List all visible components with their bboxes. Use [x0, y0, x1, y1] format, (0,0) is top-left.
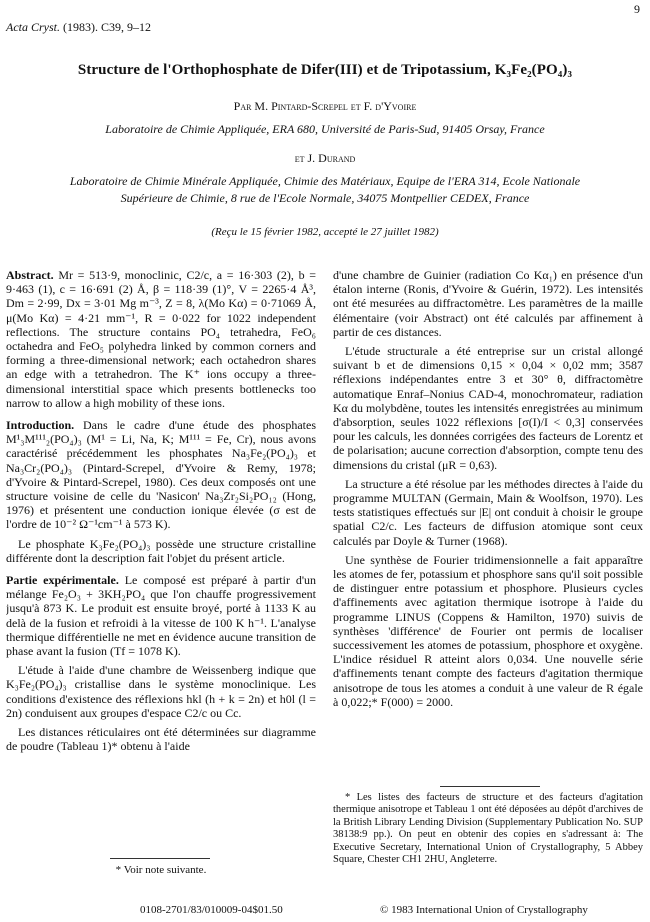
affiliation-2-line-1: Laboratoire de Chimie Minérale Appliquée, Chimie des Matériaux, Equipe de l'ERA 314, Ecole Nationale — [69, 174, 581, 188]
journal-volume: (1983). C39, 9–12 — [63, 20, 151, 34]
footer-copyright: © 1983 International Union of Crystallography — [380, 904, 588, 916]
introduction-text: Dans le cadre d'une étude des phosphates M¹₃M¹¹¹₂(PO₄)₃ (M¹ = Li, Na, K; M¹¹¹ = Fe, Cr), nous avons caractérisé précédemment les phosphates Na₃Fe₂(PO₄)₃ et Na₃Cr₂(PO₄)₃ (Pintard-Screpel, d'Yvoire & Remy, 1978; d'Yvoire & Pintard-Screpel, 1980). Ces deux composés ont une structure voisine de celle du 'Nasicon' Na₃Zr₂Si₂PO₁₂ (Hong, 1976) et présentent une conduction ionique élevée (σ est de l'ordre de 10⁻² Ω⁻¹cm⁻¹ à 573 K). — [6, 418, 316, 532]
right-paragraph-2: L'étude structurale a été entreprise sur un cristal allongé suivant b et de dimensions 0,15 × 0,04 × 0,02 mm; 3587 réflexions indépendantes entre 3 et 30° θ, diffractomètre automatique Enraf–Nonius CAD-4, monochromateur, radiation Kα du molybdène, toutes les intensités enregistrées au minimum d'absorption, seules 1022 réflexions [σ(I)/I < 0,3] conservées pour les calculs, les données corrigées des facteurs de Lorentz et de polarisation; aucune correction d'absorption, compte tenu des dimensions du cristal (μR = 0,63). — [333, 344, 643, 472]
right-footnote-rule — [440, 786, 540, 787]
introduction-paragraph — [6, 418, 316, 532]
page-number: 9 — [634, 2, 640, 16]
author-2-line: et J. Durand — [294, 151, 356, 165]
journal-name: Acta Cryst. — [6, 20, 60, 34]
experimental-paragraph — [6, 573, 316, 658]
introduction-heading: Introduction. — [6, 418, 75, 433]
abstract-heading: Abstract. — [6, 268, 54, 282]
received-dates: (Reçu le 15 février 1982, accepté le 27 juillet 1982) — [211, 226, 439, 238]
experimental-paragraph-3: Les distances réticulaires ont été déterminées sur diagramme de poudre (Tableau 1)* obtenu à l'aide — [6, 725, 316, 754]
right-column — [333, 268, 643, 764]
experimental-text: Le composé est préparé à partir d'un mélange Fe₂O₃ + 3KH₂PO₄ que l'on chauffe progressivement jusqu'à 873 K. Le produit est ensuite broyé, porté à 1133 K au delà de la fusion et refroidi à la vitesse de 100 K h⁻¹. L'analyse thermique différentielle ne met en évidence aucune transition de phase avant la fusion (Tf = 1078 K). — [6, 573, 316, 659]
right-footnote: * Les listes des facteurs de structure et des facteurs d'agitation thermique anisotrope et Tableau 1 ont été déposées au dépôt d'archives de la British Library Lending Division (Supplementary Publication No. SUP 38138:9 pp.). On peut en obtenir des copies en s'adressant à: The Executive Secretary, International Union of Crystallography, 5 Abbey Square, Chester CH1 2HU, Angleterre. — [333, 792, 643, 866]
authors-line: Par M. Pintard-Screpel et F. d'Yvoire — [233, 99, 417, 113]
affiliation-1: Laboratoire de Chimie Appliquée, ERA 680, Université de Paris-Sud, 91405 Orsay, France — [105, 122, 545, 136]
abstract-text: Mr = 513·9, monoclinic, C2/c, a = 16·303 (2), b = 9·463 (1), c = 16·691 (2) Å, β = 118·39 (1)°, V = 2265·4 Å³, Dm = 2·99, Dx = 3·01 Mg m⁻³, Z = 8, λ(Mo Kα) = 0·71069 Å, μ(Mo Kα) = 4·21 mm⁻¹, R = 0·022 for 1022 independent reflections. The structure contains PO₄ tetrahedra, FeO₆ octahedra and FeO₅ polyhedra linked by common corners and forming a three-dimensional network; each octahedron shares an edge with a tetrahedron. The K⁺ ions occupy a three-dimensional interstitial space which presents bottlenecks too narrow to allow a high mobility of these ions. — [6, 268, 316, 410]
journal-reference — [6, 20, 151, 35]
left-footnote: * Voir note suivante. — [115, 864, 207, 876]
experimental-heading: Partie expérimentale. — [6, 573, 119, 588]
abstract-paragraph — [6, 268, 316, 410]
article-title: Structure de l'Orthophosphate de Difer(III) et de Tripotassium, K₃Fe₂(PO₄)₃ — [77, 62, 573, 78]
affiliation-2 — [0, 173, 650, 207]
left-footnote-rule — [110, 858, 210, 859]
introduction-paragraph-2: Le phosphate K₃Fe₂(PO₄)₃ possède une structure cristalline différente dont la description fait l'objet du présent article. — [6, 536, 316, 565]
right-paragraph-1: d'une chambre de Guinier (radiation Co Kα₁) en présence d'un étalon interne (Ronis, d'Yvoire & Guérin, 1972). Les intensités ont été mesurées au diffractomètre. Les paramètres de la maille élémentaire (voir Abstract) ont été calculés par affinement à partir de ces distances. — [333, 268, 643, 339]
affiliation-2-line-2: Supérieure de Chimie, 8 rue de l'Ecole Normale, 34075 Montpellier CEDEX, France — [120, 191, 530, 205]
right-paragraph-4: Une synthèse de Fourier tridimensionnelle a fait apparaître les atomes de fer, potassium et phosphore sans qu'il soit possible de distinguer entre potassium et phosphore. Plusieurs cycles d'affinements avec agitation thermique isotrope à l'aide du programme LINUS (Coppens & Hamilton, 1970) suivis de synthèses 'différence' de Fourier ont permis de localiser successivement les atomes de potassium, phosphore et oxygène. L'indice résiduel R atteint alors 0,034. Une nouvelle série d'affinements tenant compte des facteurs d'agitation thermique anisotrope de tous les atomes a conduit à une valeur de R égale à 0,022;* F(000) = 2000. — [333, 552, 643, 709]
right-paragraph-3: La structure a été résolue par les méthodes directes à l'aide du programme MULTAN (Germain, Main & Woolfson, 1970). Les tests statistiques effectués sur |E| ont conduit à choisir le groupe spatial C2/c. Les facteurs de diffusion atomique sont ceux calculés par Doyle & Turner (1968). — [333, 476, 643, 548]
experimental-paragraph-2: L'étude à l'aide d'une chambre de Weissenberg indique que K₃Fe₂(PO₄)₃ cristallise dans le système monoclinique. Les conditions d'existence des réflexions hkl (h + k = 2n) et h0l (l = 2n) conduisent aux groupes d'espace C2/c ou Cc. — [6, 663, 316, 720]
left-column — [6, 268, 316, 878]
footer-code: 0108-2701/83/010009-04$01.50 — [140, 904, 283, 916]
